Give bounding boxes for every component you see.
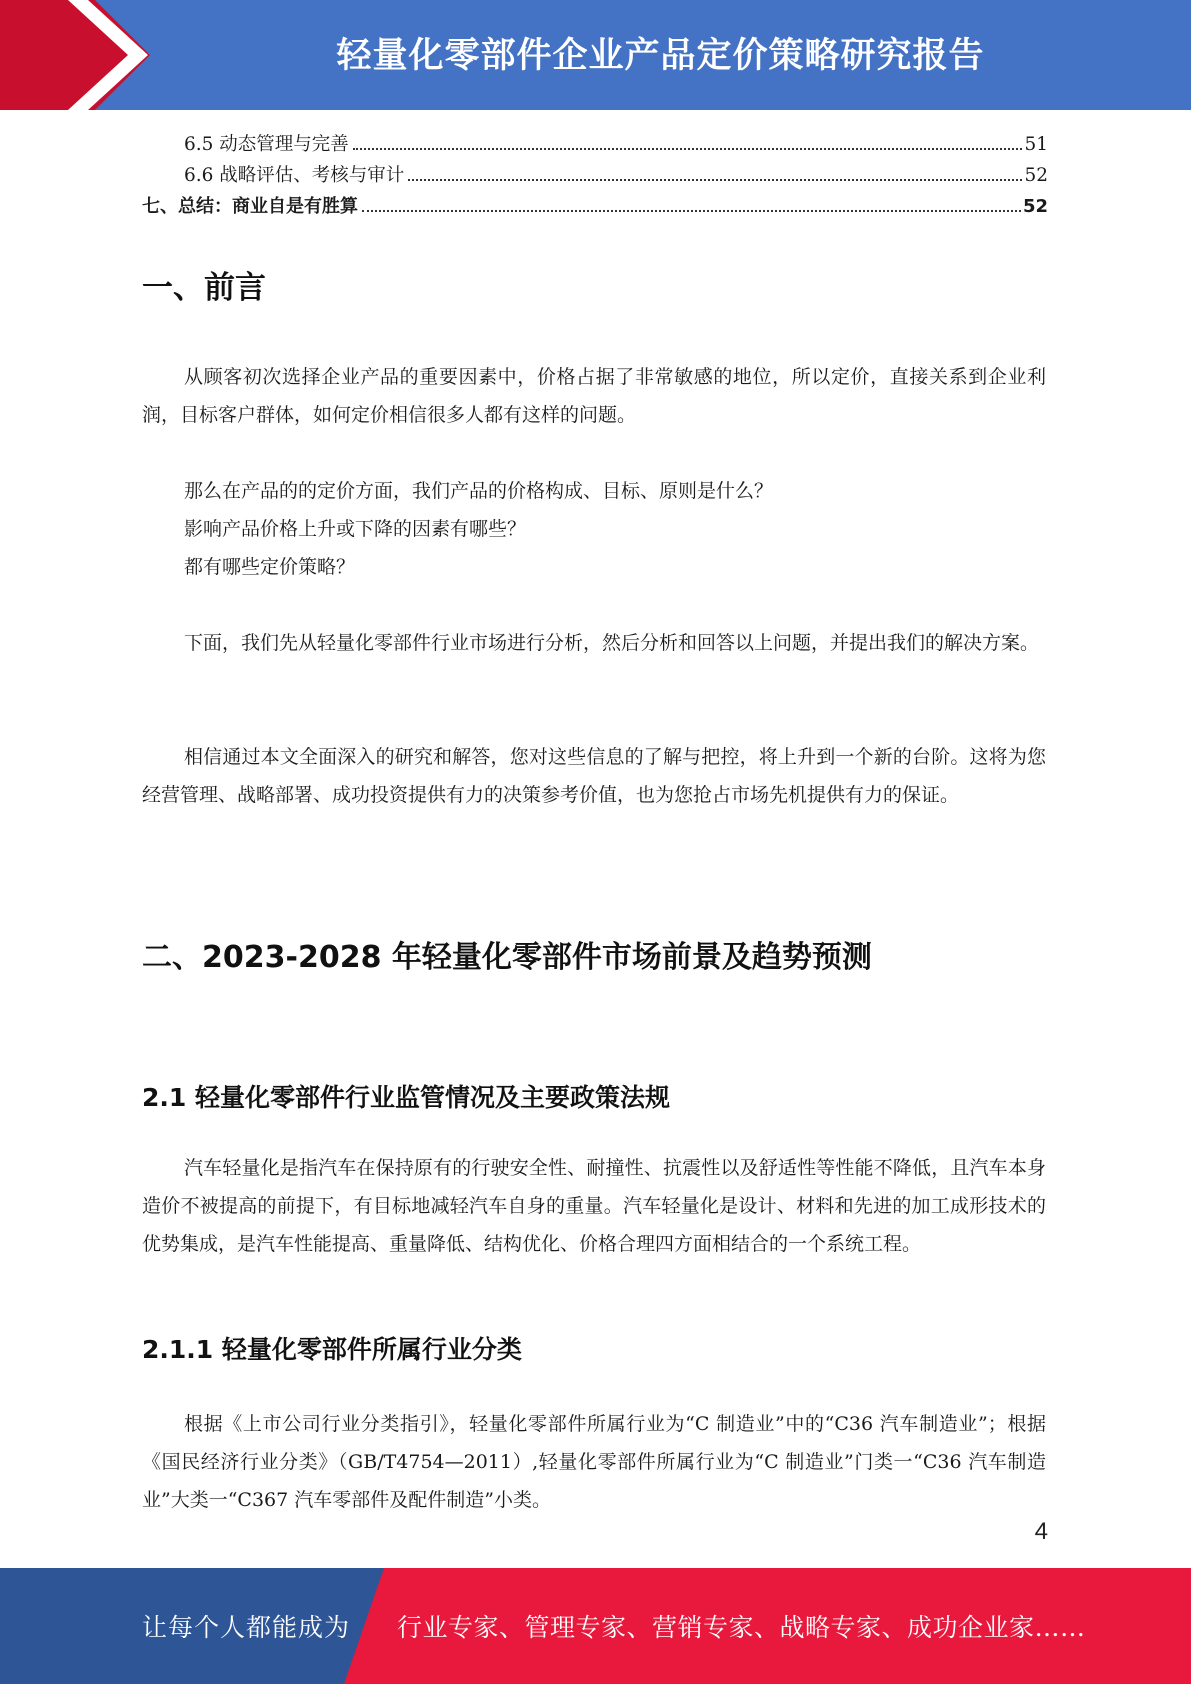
toc-entry-page: 52 xyxy=(1024,165,1048,186)
preface-paragraph: 下面，我们先从轻量化零部件行业市场进行分析，然后分析和回答以上问题，并提出我们的解决方案。 xyxy=(184,632,1040,654)
toc-entry[interactable] xyxy=(142,192,1048,223)
section-paragraph: 根据《上市公司行业分类指引》，轻量化零部件所属行业为“C 制造业”中的“C36 汽车制造业”；根据《国民经济行业分类》（GB/T4754—2011）,轻量化零部件所属行业为“C 制造业”门类一“C36 汽车制造业”大类一“C367 汽车零部件及配件制造”小类。 xyxy=(142,1413,1046,1511)
table-of-contents xyxy=(142,130,1048,223)
toc-leader-dots xyxy=(362,209,1021,212)
toc-entry-page: 52 xyxy=(1022,196,1048,217)
toc-leader-dots xyxy=(408,178,1022,181)
section-heading-preface: 一、前言 xyxy=(142,270,266,306)
toc-entry[interactable] xyxy=(142,130,1048,161)
section-paragraph: 汽车轻量化是指汽车在保持原有的行驶安全性、耐撞性、抗震性以及舒适性等性能不降低，且汽车本身造价不被提高的前提下，有目标地减轻汽车自身的重量。汽车轻量化是设计、材料和先进的加工成形技术的优势集成，是汽车性能提高、重量降低、结构优化、价格合理四方面相结合的一个系统工程。 xyxy=(142,1157,1046,1255)
page-number: 4 xyxy=(1034,1518,1048,1545)
toc-leader-dots xyxy=(353,147,1023,150)
page-footer-banner xyxy=(0,1568,1191,1684)
preface-question: 影响产品价格上升或下降的因素有哪些？ xyxy=(184,518,527,540)
toc-entry-label: 6.6 战略评估、考核与审计 xyxy=(184,165,405,186)
subsection-heading-2-1: 2.1 轻量化零部件行业监管情况及主要政策法规 xyxy=(142,1083,670,1112)
report-title: 轻量化零部件企业产品定价策略研究报告 xyxy=(336,35,985,76)
preface-paragraph: 相信通过本文全面深入的研究和解答，您对这些信息的了解与把控，将上升到一个新的台阶。这将为您经营管理、战略部署、成功投资提供有力的决策参考价值，也为您抢占市场先机提供有力的保证。 xyxy=(142,746,1046,806)
footer-slogan-right: 行业专家、管理专家、营销专家、战略专家、成功企业家…… xyxy=(397,1613,1086,1642)
toc-entry-label: 6.5 动态管理与完善 xyxy=(184,134,349,155)
preface-question: 那么在产品的的定价方面，我们产品的价格构成、目标、原则是什么？ xyxy=(184,480,774,502)
toc-entry-page: 51 xyxy=(1024,134,1048,155)
footer-slogan-left: 让每个人都能成为 xyxy=(142,1613,351,1642)
page-header-banner xyxy=(0,0,1191,110)
subsection-heading-2-1-1: 2.1.1 轻量化零部件所属行业分类 xyxy=(142,1335,522,1364)
toc-entry[interactable] xyxy=(142,161,1048,192)
preface-question: 都有哪些定价策略？ xyxy=(184,556,356,578)
toc-entry-label: 七、总结：商业自是有胜算 xyxy=(142,196,358,217)
section-heading-market: 二、2023-2028 年轻量化零部件市场前景及趋势预测 xyxy=(142,940,872,975)
preface-paragraph: 从顾客初次选择企业产品的重要因素中，价格占据了非常敏感的地位，所以定价，直接关系到企业利润，目标客户群体，如何定价相信很多人都有这样的问题。 xyxy=(142,366,1046,426)
